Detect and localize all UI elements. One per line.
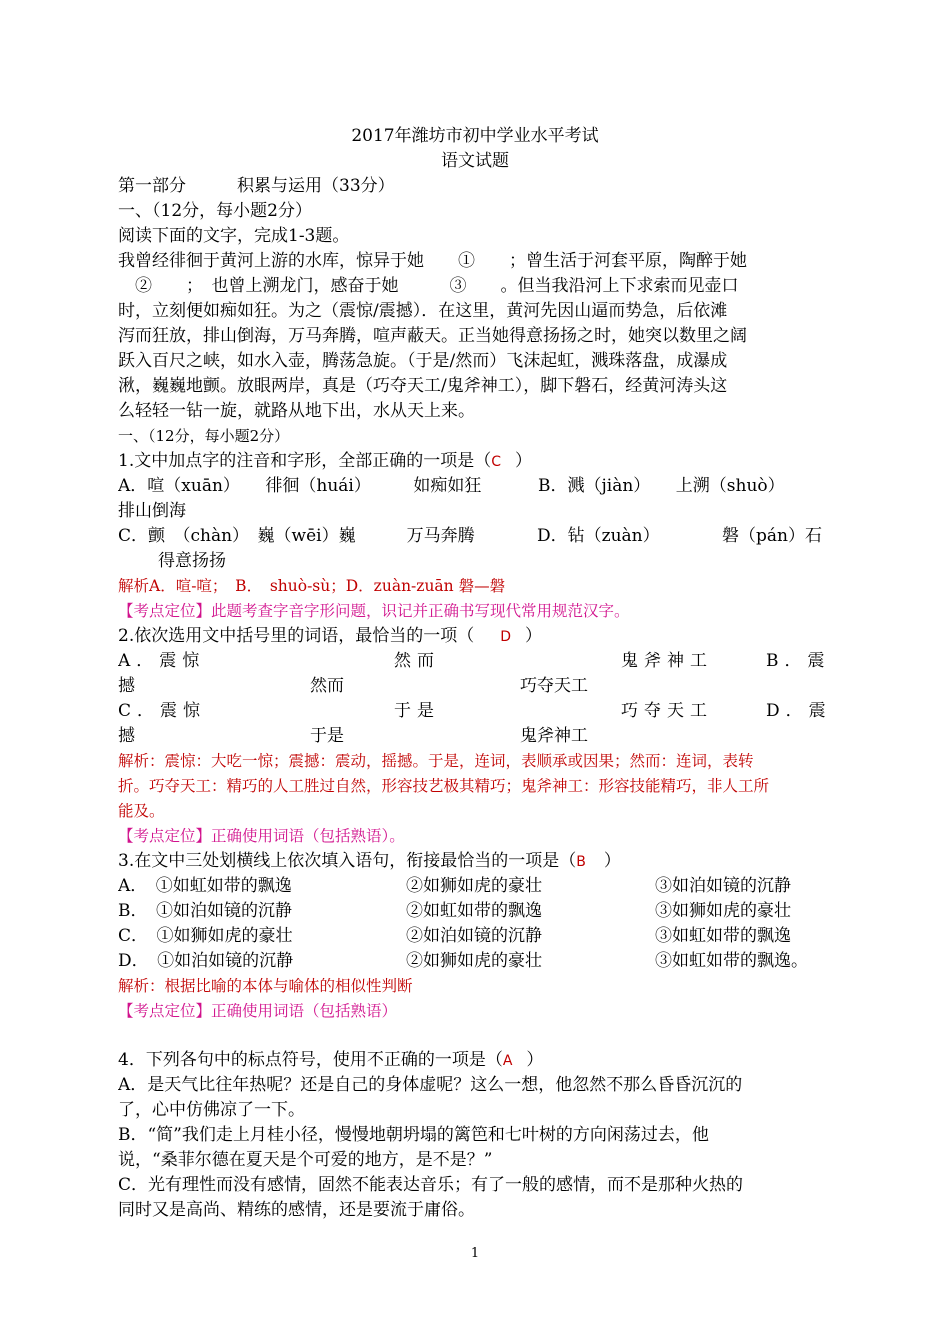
option-text: ③如虹如带的飘逸。 — [655, 951, 808, 971]
analysis-text: 解析A．喧-喧； B． shuò-sù；D．zuàn-zuān 磐—磐 — [118, 577, 506, 595]
page-number: 1 — [470, 1246, 480, 1261]
question-3-stem — [118, 849, 832, 875]
question-3-option-row — [118, 949, 832, 974]
question-stem-text: 1.文中加点字的注音和字形，全部正确的一项是（ — [118, 451, 492, 471]
question-4-line: 同时又是高尚、精练的感情，还是要流于庸俗。 — [118, 1200, 475, 1220]
analysis-text: 解析：根据比喻的本体与喻体的相似性判断 — [118, 977, 413, 995]
question-4-line: 了，心中仿佛凉了一下。 — [118, 1100, 305, 1120]
passage-line: 么轻轻一钻一旋，就路从地下出，水从天上来。 — [118, 401, 475, 421]
question-3-option-row — [118, 924, 832, 949]
option-d: D．钻（zuàn） — [537, 526, 660, 546]
option-text: ③如虹如带的飘逸 — [655, 926, 791, 946]
analysis-text: 解析：震惊：大吃一惊；震撼：震动，摇撼。于是，连词，表顺承或因果；然而：连词，表转 — [118, 752, 754, 770]
option-text: ②如虹如带的飘逸 — [406, 901, 542, 921]
question-1-options-ab — [118, 474, 832, 499]
answer-letter: A — [502, 1053, 513, 1069]
passage-line: 跃入百尺之峡，如水入壶，腾荡急旋。（于是/然而）飞沫起虹，溅珠落盘，成瀑成 — [118, 351, 728, 371]
question-4-line: C．光有理性而没有感情，固然不能表达音乐；有了一般的感情，而不是那种火热的 — [118, 1175, 744, 1195]
exam-point: 【考点定位】正确使用词语（包括熟语）。 — [118, 827, 405, 845]
question-1-options-cd — [118, 524, 832, 549]
option-d-continued: 得意扬扬 — [158, 551, 226, 571]
answer-letter: D — [500, 629, 512, 645]
option-a-word2: 然而 — [394, 651, 440, 671]
question-2-options-ab — [118, 649, 832, 674]
passage-line: 湫，巍巍地颤。放眼两岸，真是（巧夺天工/鬼斧神工），脚下磐石，经黄河涛头这 — [118, 376, 728, 396]
exam-subtitle: 语文试题 — [441, 151, 509, 171]
option-b-word3: 巧夺天工 — [520, 676, 588, 696]
option-a: A．震惊 — [118, 651, 206, 671]
answer-letter: B — [576, 854, 586, 870]
passage-line: 我曾经徘徊于黄河上游的水库，惊异于她 ① ；曾生活于河套平原，陶醉于她 — [118, 251, 747, 271]
option-text: ③如泊如镜的沉静 — [655, 876, 791, 896]
question-close: ） — [526, 1050, 544, 1070]
option-b-word1: 撼 — [118, 676, 135, 696]
option-c: C．颤 （chàn） 巍（wēi）巍 万马奔腾 — [118, 526, 475, 546]
section-heading-repeat: 一、（12分，每小题2分） — [118, 427, 290, 445]
question-stem-text: 3.在文中三处划横线上依次填入语句，衔接最恰当的一项是（ — [118, 851, 577, 871]
reading-instruction: 阅读下面的文字，完成1-3题。 — [118, 226, 350, 246]
option-text: ②如狮如虎的豪壮 — [406, 951, 542, 971]
exam-title: 2017年潍坊市初中学业水平考试 — [351, 126, 599, 146]
question-4-line: B．“简”我们走上月桂小径，慢慢地朝坍塌的篱笆和七叶树的方向闲荡过去，他 — [118, 1125, 709, 1145]
option-d-word3: 鬼斧神工 — [520, 726, 588, 746]
question-4-line: A．是天气比往年热呢？还是自己的身体虚呢？这么一想，他忽然不那么昏昏沉沉的 — [118, 1075, 743, 1095]
question-stem-text: 2.依次选用文中括号里的词语，最恰当的一项（ — [118, 626, 475, 646]
question-stem-text: 4．下列各句中的标点符号，使用不正确的一项是（ — [118, 1050, 503, 1070]
question-2-stem — [118, 624, 832, 650]
analysis-text: 折。巧夺天工：精巧的人工胜过自然，形容技艺极其精巧；鬼斧神工：形容技能精巧，非人工所 — [118, 777, 770, 795]
question-close: ） — [515, 451, 532, 471]
option-text: ③如狮如虎的豪壮 — [655, 901, 791, 921]
part-heading: 第一部分 积累与运用（33分） — [118, 176, 395, 196]
question-3-option-row — [118, 874, 832, 899]
option-d-part: 磐（pán）石 — [722, 526, 822, 546]
option-b: B．溅（jiàn） 上溯（shuò） — [538, 476, 785, 496]
option-a-word3: 鬼斧神工 — [621, 651, 713, 671]
option-text: ②如泊如镜的沉静 — [406, 926, 542, 946]
option-text: B． ①如泊如镜的沉静 — [118, 901, 292, 921]
section-heading: 一、（12分，每小题2分） — [118, 201, 312, 221]
option-text: A． ①如虹如带的飘逸 — [118, 876, 292, 896]
passage-line: 泻而狂放，排山倒海，万马奔腾，喧声蔽天。正当她得意扬扬之时，她突以数里之阔 — [118, 326, 747, 346]
option-d: D．震 — [766, 701, 832, 721]
question-close: ） — [525, 626, 543, 646]
passage-line: 时，立刻便如痴如狂。为之（震惊/震撼）．在这里，黄河先因山逼而势急，后依滩 — [118, 301, 728, 321]
answer-letter: C — [491, 454, 501, 470]
question-2-option-b-words — [118, 674, 832, 699]
question-4-line: 说，“桑菲尔德在夏天是个可爱的地方，是不是？” — [118, 1150, 493, 1170]
option-text: ②如狮如虎的豪壮 — [406, 876, 542, 896]
option-c: C．震惊 — [118, 701, 207, 721]
exam-point: 【考点定位】此题考查字音字形问题，识记并正确书写现代常用规范汉字。 — [118, 602, 630, 620]
passage-line: ② ； 也曾上溯龙门，感奋于她 ③ 。但当我沿河上下求索而见壶口 — [118, 276, 739, 296]
question-1-stem — [118, 449, 832, 475]
option-c-word3: 巧夺天工 — [621, 701, 713, 721]
option-b-word2: 然而 — [310, 676, 344, 696]
question-close: ） — [603, 851, 621, 871]
question-2-options-cd — [118, 699, 832, 724]
option-a-continued: 排山倒海 — [118, 501, 186, 521]
option-text: D． ①如泊如镜的沉静 — [118, 951, 294, 971]
question-3-option-row — [118, 899, 832, 924]
option-text: C． ①如狮如虎的豪壮 — [118, 926, 293, 946]
question-4-stem — [118, 1048, 832, 1074]
exam-point: 【考点定位】正确使用词语（包括熟语） — [118, 1002, 398, 1020]
option-a: A．喧（xuān） 徘徊（huái） 如痴如狂 — [118, 476, 482, 496]
question-2-option-d-words — [118, 724, 832, 749]
option-d-word1: 撼 — [118, 726, 135, 746]
option-c-word2: 于是 — [394, 701, 440, 721]
option-b: B．震 — [766, 651, 831, 671]
option-d-word2: 于是 — [310, 726, 344, 746]
analysis-text: 能及。 — [118, 802, 165, 820]
